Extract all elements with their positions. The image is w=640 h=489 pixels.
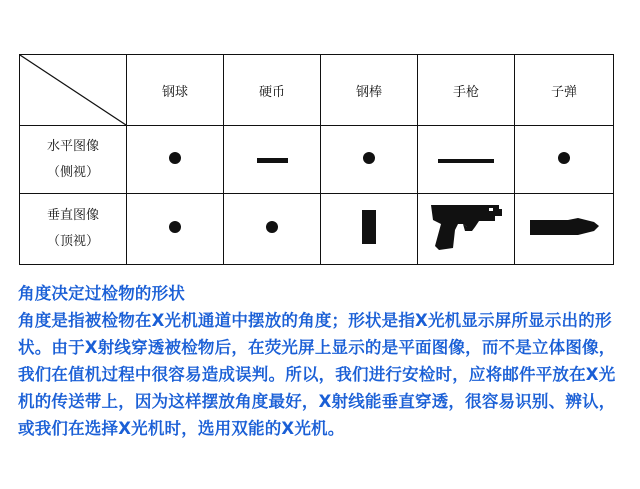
cell-vertical-coin (224, 194, 321, 265)
cell-horizontal-pistol (418, 126, 515, 194)
bullet-silhouette-icon (528, 216, 600, 238)
column-header-steel-rod: 钢棒 (321, 55, 418, 126)
article-body: 角度是指被检物在X光机通道中摆放的角度；形状是指X光机显示屏所显示出的形状。由于X射线穿透被检物后，在荧光屏上显示的是平面图像，而不是立体图像，我们在值机过程中很容易造成误判。所以，我们进行安检时，应将邮件平放在X光机的传送带上，因为这样摆放角度最好，X射线能垂直穿透，很容易识别、辨认，或我们在选择X光机时，选用双能的X光机。 (18, 311, 616, 438)
xray-shape-table (19, 54, 614, 265)
cell-horizontal-steel-ball (127, 126, 224, 194)
cell-horizontal-steel-rod (321, 126, 418, 194)
column-header-steel-ball: 钢球 (127, 55, 224, 126)
article-text (18, 280, 626, 442)
dot-icon (169, 221, 181, 233)
cell-vertical-steel-rod (321, 194, 418, 265)
diagonal-header-cell (20, 55, 127, 126)
pistol-silhouette-icon (429, 202, 503, 252)
cell-horizontal-bullet (515, 126, 614, 194)
column-header-pistol: 手枪 (418, 55, 515, 126)
cell-horizontal-coin (224, 126, 321, 194)
cell-vertical-steel-ball (127, 194, 224, 265)
column-header-coin: 硬币 (224, 55, 321, 126)
dot-icon (558, 152, 570, 164)
cell-vertical-bullet (515, 194, 614, 265)
dot-icon (266, 221, 278, 233)
rod-rect-icon (362, 210, 376, 244)
row-label-vertical-note: （顶视） (46, 234, 99, 249)
article-heading: 角度决定过检物的形状 (18, 284, 185, 303)
row-label-vertical-title: 垂直图像 (46, 208, 99, 223)
cell-vertical-pistol (418, 194, 515, 265)
row-label-vertical (20, 194, 127, 265)
flat-bar-icon (257, 158, 288, 163)
dot-icon (169, 152, 181, 164)
dot-icon (363, 152, 375, 164)
row-label-horizontal (20, 126, 127, 194)
column-header-bullet: 子弹 (515, 55, 614, 126)
row-label-horizontal-note: （侧视） (46, 164, 99, 180)
row-label-horizontal-title: 水平图像 (46, 138, 99, 154)
long-bar-icon (438, 159, 494, 163)
